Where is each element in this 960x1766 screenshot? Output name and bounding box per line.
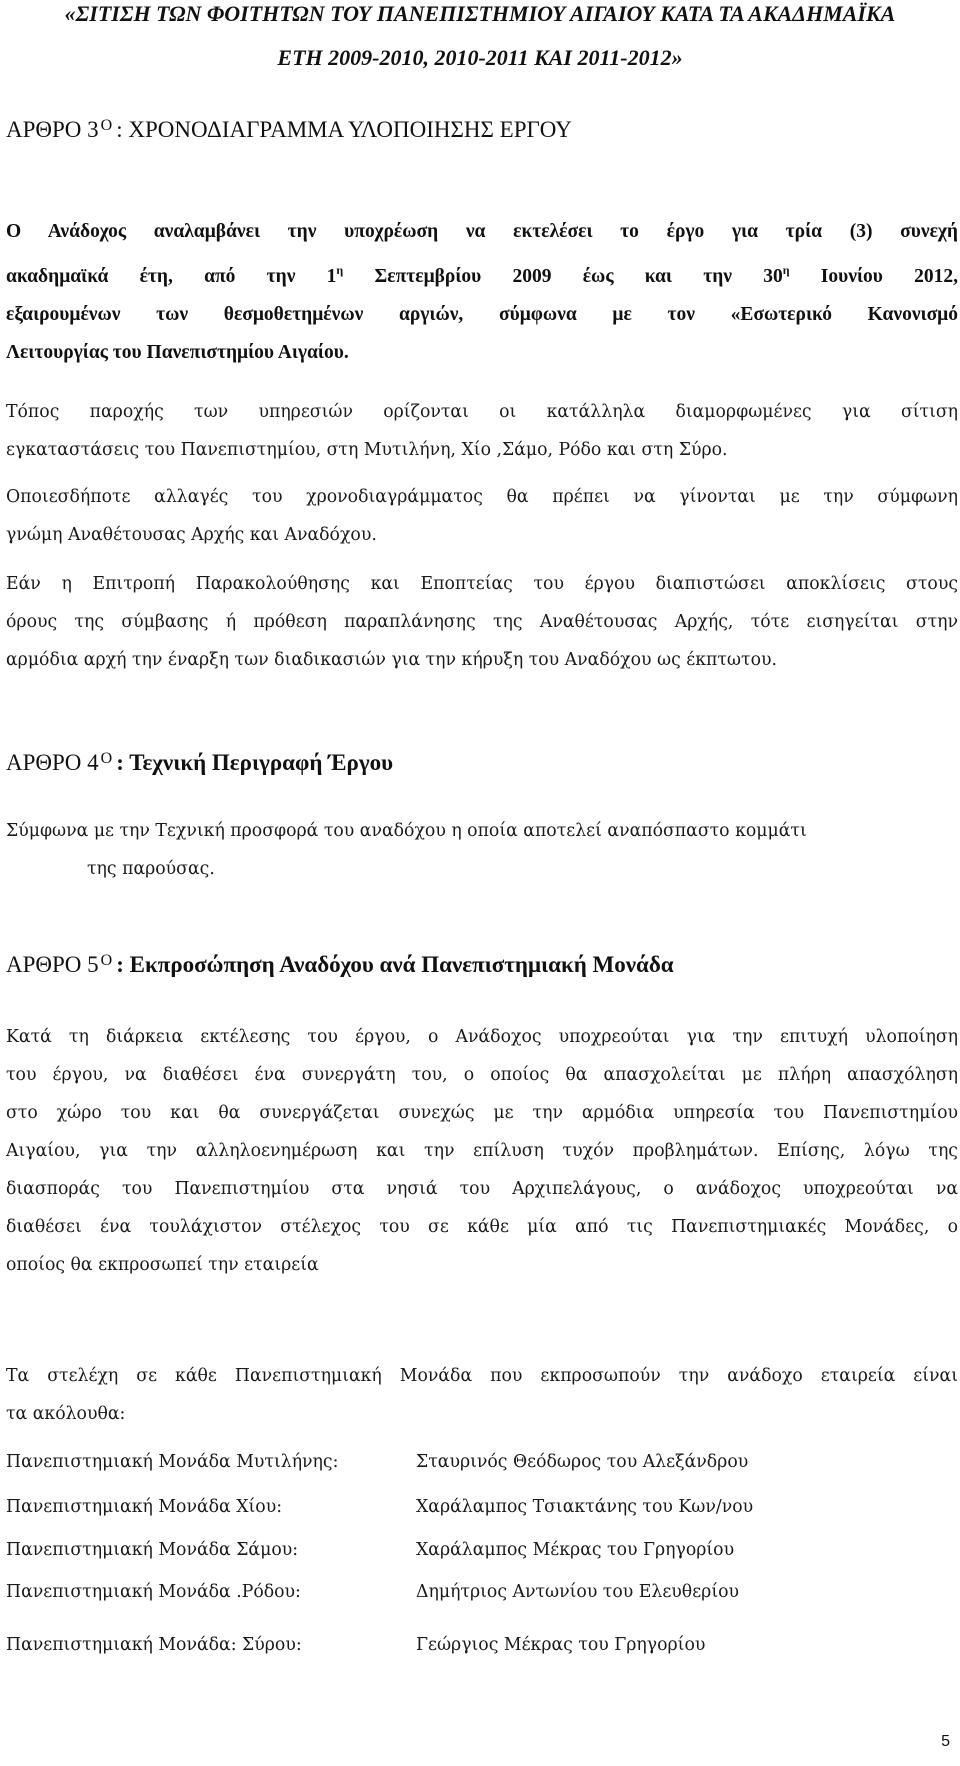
paragraph-line: Εάν η Επιτροπή Παρακολούθησης και Εποπτείας του έργου διαπιστώσει αποκλίσεις στους [6,574,958,594]
header-title-line-1: «ΣΙΤΙΣΗ ΤΩΝ ΦΟΙΤΗΤΩΝ ΤΟΥ ΠΑΝΕΠΙΣΤΗΜΙΟΥ ΑΙΓΑΙΟΥ ΚΑΤΑ ΤΑ ΑΚΑΔΗΜΑΪΚΑ [64,1,896,26]
article-5-paragraph-2 [6,1357,958,1433]
paragraph-line: αρμόδια αρχή την έναρξη των διαδικασιών για την κήρυξη του Αναδόχου ως έκπτωτου. [6,650,777,670]
article-3-heading [6,112,572,144]
article-3-paragraph-4 [6,565,958,679]
article-4-paragraph [6,812,958,888]
paragraph-line: οποίος θα εκπροσωπεί την εταιρεία [6,1255,319,1275]
paragraph-line: Λειτουργίας του Πανεπιστημίου Αιγαίου. [6,342,349,363]
article-3-paragraph-1 [6,213,958,372]
paragraph-line: στο χώρο του και θα συνεργάζεται συνεχώς με την αρμόδια υπηρεσία του Πανεπιστημίου [6,1103,958,1123]
paragraph-line: εξαιρουμένων των θεσμοθετημένων αργιών, σύμφωνα με τον «Εσωτερικό Κανονισμό [6,304,958,325]
paragraph-line: Αιγαίου, για την αλληλοενημέρωση και την επίλυση τυχόν προβλημάτων. Επίσης, λόγω της [6,1141,958,1161]
paragraph-line: διαθέσει ένα τουλάχιστον στέλεχος του σε κάθε μία από τις Πανεπιστημιακές Μονάδες, ο [6,1217,958,1237]
article-5-prefix: ΑΡΘΡΟ 5 [6,952,99,977]
paragraph-line: όρους της σύμβασης ή πρόθεση παραπλάνησης της Αναθέτουσας Αρχής, τότε εισηγείται στην [6,612,958,632]
article-3-paragraph-3 [6,478,958,554]
representative-name: Δημήτριος Αντωνίου του Ελευθερίου [416,1582,740,1602]
paragraph-line: Τα στελέχη σε κάθε Πανεπιστημιακή Μονάδα που εκπροσωπούν την ανάδοχο εταιρεία είναι [6,1366,958,1386]
paragraph-line: γνώμη Αναθέτουσας Αρχής και Αναδόχου. [6,525,377,545]
representative-name: Γεώργιος Μέκρας του Γρηγορίου [416,1635,706,1655]
article-4-prefix: ΑΡΘΡΟ 4 [6,750,99,775]
article-5-ordinal: Ο [100,952,113,969]
representative-name: Χαράλαμπος Μέκρας του Γρηγορίου [416,1540,735,1560]
article-4-title: : Τεχνική Περιγραφή Έργου [116,750,394,775]
paragraph-line: τα ακόλουθα: [6,1404,126,1424]
article-5-heading [6,947,674,979]
unit-label: Πανεπιστημιακή Μονάδα Σάμου: [6,1540,299,1560]
article-4-ordinal: Ο [100,750,113,767]
paragraph-line: Οποιεσδήποτε αλλαγές του χρονοδιαγράμματος θα πρέπει να γίνονται με την σύμφωνη [6,487,958,507]
representative-name: Χαράλαμπος Τσιακτάνης του Κων/νου [416,1497,754,1517]
paragraph-line: διασποράς του Πανεπιστημίου στα νησιά του Αρχιπελάγους, ο ανάδοχος υποχρεούται να [6,1179,958,1199]
unit-label: Πανεπιστημιακή Μονάδα Μυτιλήνης: [6,1452,339,1472]
paragraph-line: του έργου, να διαθέσει ένα συνεργάτη του, ο οποίος θα απασχολείται με πλήρη απασχόληση [6,1065,958,1085]
paragraph-line: Τόπος παροχής των υπηρεσιών ορίζονται οι κατάλληλα διαμορφωμένες για σίτιση [6,402,958,422]
paragraph-line: ακαδημαϊκά έτη, από την $1^\eta$ Σεπτεμβρίου 2009 έως και την $30^\eta$ Ιουνίου 2012, [6,263,959,287]
article-3-ordinal: Ο [100,117,113,134]
unit-label: Πανεπιστημιακή Μονάδα Χίου: [6,1497,283,1517]
header-title-line-2: ΕΤΗ 2009-2010, 2010-2011 ΚΑΙ 2011-2012» [277,45,683,70]
paragraph-line: Σύμφωνα με την Τεχνική προσφορά του αναδόχου η οποία αποτελεί αναπόσπαστο κομμάτι [6,821,807,841]
article-4-heading [6,745,393,777]
paragraph-line: εγκαταστάσεις του Πανεπιστημίου, στη Μυτιλήνη, Χίο ,Σάμο, Ρόδο και στη Σύρο. [6,440,728,460]
paragraph-line: της παρούσας. [87,859,215,879]
page-number: 5 [941,1733,950,1750]
article-3-prefix: ΑΡΘΡΟ 3 [6,117,99,142]
article-5-paragraph-1 [6,1018,958,1284]
paragraph-line: Κατά τη διάρκεια εκτέλεσης του έργου, ο Ανάδοχος υποχρεούται για την επιτυχή υλοποίηση [6,1027,958,1047]
unit-label: Πανεπιστημιακή Μονάδα: Σύρου: [6,1635,302,1655]
representative-name: Σταυρινός Θεόδωρος του Αλεξάνδρου [416,1452,749,1472]
article-5-title: : Εκπροσώπηση Αναδόχου ανά Πανεπιστημιακή Μονάδα [116,952,674,977]
paragraph-line: Ο Ανάδοχος αναλαμβάνει την υποχρέωση να εκτελέσει το έργο για τρία (3) συνεχή [6,221,958,242]
unit-label: Πανεπιστημιακή Μονάδα .Ρόδου: [6,1582,301,1602]
article-3-title: : ΧΡΟΝΟΔΙΑΓΡΑΜΜΑ ΥΛΟΠΟΙΗΣΗΣ ΕΡΓΟΥ [116,117,572,142]
article-3-paragraph-2 [6,393,958,469]
